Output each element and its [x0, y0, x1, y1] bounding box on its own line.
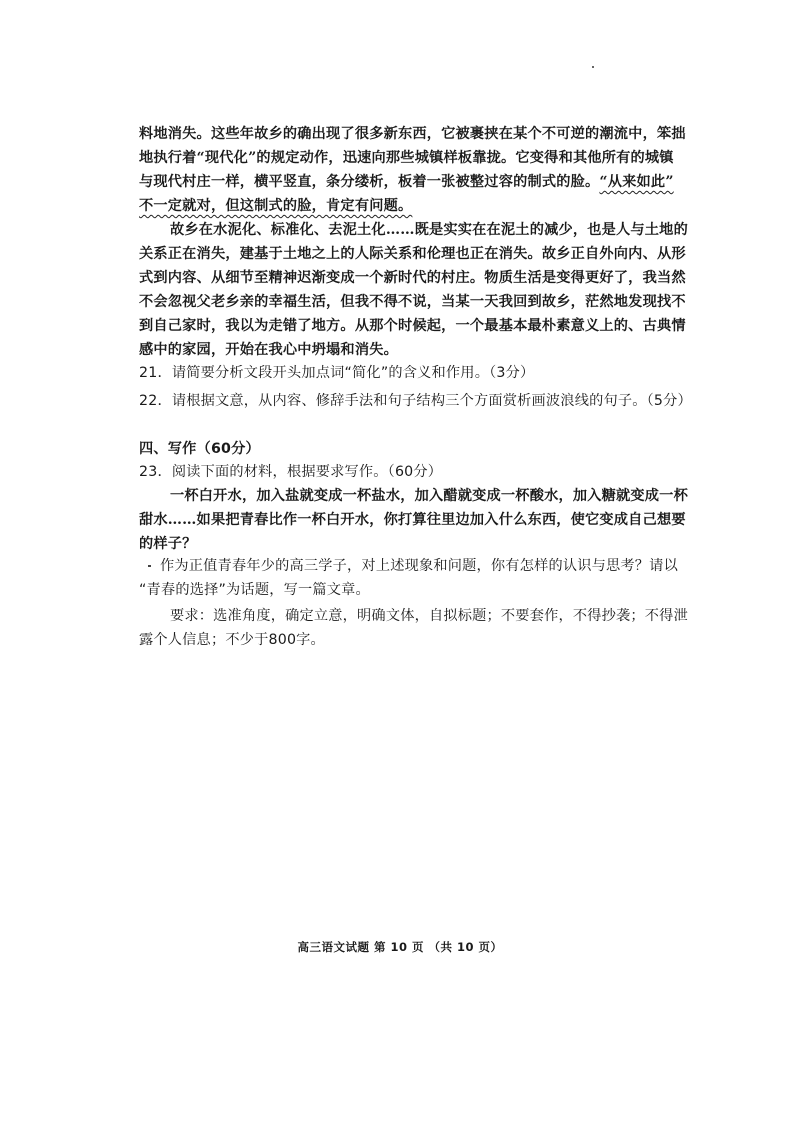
passage-line: 式到内容、从细节至精神迟渐变成一个新时代的村庄。物质生活是变得更好了，我当然 — [139, 270, 686, 286]
scan-speck — [592, 66, 594, 68]
passage-line: 地执行着“现代化”的规定动作，迅速向那些城镇样板靠拢。它变得和其他所有的城镇 — [139, 150, 674, 166]
material-line: 一杯白开水，加入盐就变成一杯盐水，加入醋就变成一杯酸水，加入糖就变成一杯 — [170, 488, 688, 504]
question-22: 22．请根据文意，从内容、修辞手法和句子结构三个方面赏析画波浪线的句子。（5分） — [139, 393, 692, 409]
requirements-line: 要求：选准角度，确定立意，明确文体，自拟标题；不要套作，不得抄袭；不得泄 — [170, 608, 688, 624]
wavy-underlined-sentence: “从来如此” — [599, 174, 674, 190]
passage-line: 感中的家园，开始在我心中坍塌和消失。 — [139, 342, 398, 358]
material-line: 甜水……如果把青春比作一杯白开水，你打算往里边加入什么东西，使它变成自己想要 — [139, 512, 686, 528]
question-21: 21．请简要分析文段开头加点词“简化”的含义和作用。（3分） — [139, 365, 535, 381]
question-23: 23．阅读下面的材料，根据要求写作。（60分） — [139, 464, 443, 480]
passage-line — [139, 196, 412, 216]
passage-line: 故乡在水泥化、标准化、去泥土化……既是实实在在泥土的减少，也是人与土地的 — [170, 222, 688, 238]
material-line: 的样子？ — [139, 536, 197, 552]
prompt-line: “青春的选择”为话题，写一篇文章。 — [139, 582, 370, 598]
passage-line — [139, 172, 674, 192]
passage-line: 料地消失。这些年故乡的确出现了很多新东西，它被裹挟在某个不可逆的潮流中，笨拙 — [139, 126, 686, 142]
passage-text: 与现代村庄一样，横平竖直，条分缕析，板着一张被整过容的制式的脸。 — [139, 174, 600, 190]
requirements-line: 露个人信息；不少于800字。 — [139, 632, 325, 648]
passage-line: 关系正在消失，建基于土地之上的人际关系和伦理也正在消失。故乡正自外向内、从形 — [139, 246, 686, 262]
passage-line: 到自己家时，我以为走错了地方。从那个时候起，一个最基本最朴素意义上的、古典情 — [139, 318, 686, 334]
prompt-line: 作为正值青春年少的高三学子，对上述现象和问题，你有怎样的认识与思考？请以 — [160, 558, 678, 574]
scan-mark — [148, 565, 151, 567]
passage-line: 不会忽视父老乡亲的幸福生活，但我不得不说，当某一天我回到故乡，茫然地发现找不 — [139, 294, 686, 310]
section-title-writing: 四、写作（60分） — [139, 441, 260, 457]
wavy-underlined-sentence: 不一定就对，但这制式的脸，肯定有问题。 — [139, 198, 413, 214]
page-footer: 高三语文试题 第 10 页 （共 10 页） — [297, 940, 503, 954]
